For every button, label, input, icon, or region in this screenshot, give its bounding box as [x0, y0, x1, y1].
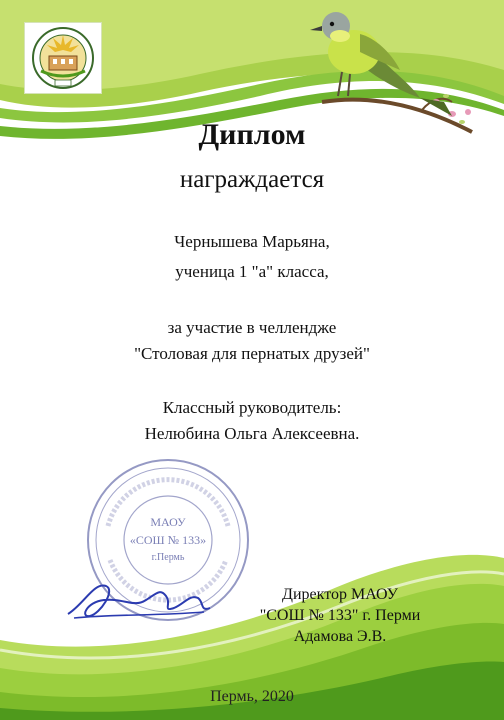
director-line-3: Адамова Э.В.	[293, 628, 387, 645]
stamp-line-1: МАОУ	[150, 515, 186, 529]
teacher-label: Классный руководитель:	[162, 398, 342, 417]
recipient-class: ученица 1 "а" класса,	[175, 262, 329, 281]
award-reason-line-2: "Столовая для пернатых друзей"	[134, 344, 370, 363]
recipient-name: Чернышева Марьяна,	[174, 232, 330, 251]
director-signature	[64, 574, 214, 624]
city-year: Пермь, 2020	[210, 688, 294, 705]
award-reason-line-1: за участие в челлендже	[167, 318, 337, 337]
director-block	[230, 584, 450, 647]
school-emblem	[24, 22, 102, 94]
diploma-subtitle: награждается	[179, 166, 325, 193]
director-line-2: "СОШ № 133" г. Перми	[259, 607, 421, 624]
stamp-line-3: г.Пермь	[151, 552, 185, 563]
bird-illustration	[302, 6, 478, 136]
diploma-title: Диплом	[198, 118, 306, 151]
director-line-1: Директор МАОУ	[282, 586, 398, 603]
teacher-name: Нелюбина Ольга Алексеевна.	[144, 424, 360, 443]
stamp-line-2: «СОШ № 133»	[129, 533, 207, 547]
emblem-graphic	[25, 23, 101, 93]
